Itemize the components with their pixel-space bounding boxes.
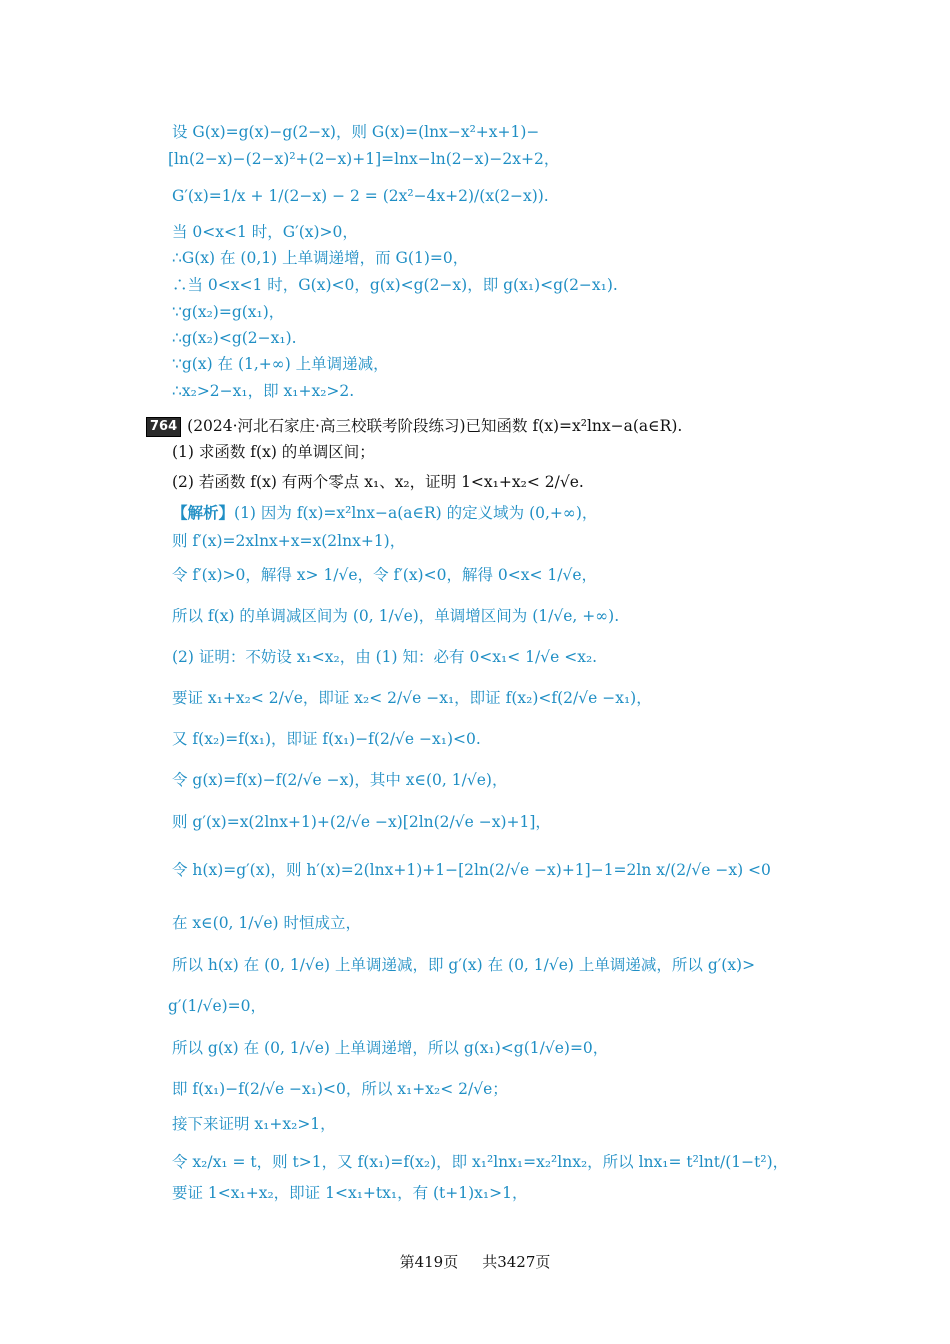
solution-line: ∵g(x) 在 (1,+∞) 上单调递减， (172, 355, 389, 373)
page-total: 共3427页 (482, 1253, 551, 1271)
analysis-line: 所以 g(x) 在 (0, 1/√e) 上单调递增，所以 g(x₁)<g(1/√e)=0， (172, 1039, 609, 1057)
analysis-line: 即 f(x₁)−f(2/√e −x₁)<0，所以 x₁+x₂< 2/√e； (172, 1080, 508, 1098)
page-number: 第419页 (399, 1253, 459, 1271)
solution-line: ∵g(x₂)=g(x₁)， (172, 303, 285, 321)
problem-stem: (2024·河北石家庄·高三校联考阶段练习)已知函数 f(x)=x²lnx−a(a∈R). (187, 417, 683, 435)
analysis-line: (2) 证明：不妨设 x₁<x₂，由 (1) 知：必有 0<x₁< 1/√e <x₂. (172, 648, 598, 666)
solution-line: 当 0<x<1 时，G′(x)>0， (172, 223, 358, 241)
analysis-line: 则 f′(x)=2xlnx+x=x(2lnx+1)， (172, 532, 406, 550)
solution-line: G′(x)=1/x + 1/(2−x) − 2 = (2x²−4x+2)/(x(2−x)). (172, 187, 549, 205)
page-footer (0, 1252, 950, 1272)
analysis-line: 又 f(x₂)=f(x₁)，即证 f(x₁)−f(2/√e −x₁)<0. (172, 730, 481, 748)
analysis-line: 令 f′(x)>0，解得 x> 1/√e，令 f′(x)<0，解得 0<x< 1/√e， (172, 566, 598, 584)
analysis-line: 接下来证明 x₁+x₂>1， (172, 1115, 336, 1133)
analysis-line: 则 g′(x)=x(2lnx+1)+(2/√e −x)[2ln(2/√e −x)+1]， (172, 813, 551, 831)
analysis-line: 要证 1<x₁+x₂，即证 1<x₁+tx₁，有 (t+1)x₁>1， (172, 1184, 528, 1202)
analysis-line: 在 x∈(0, 1/√e) 时恒成立， (172, 914, 362, 932)
analysis-line: 要证 x₁+x₂< 2/√e，即证 x₂< 2/√e −x₁，即证 f(x₂)<f(2/√e −x₁)， (172, 689, 652, 707)
analysis-line: 所以 h(x) 在 (0, 1/√e) 上单调递减，即 g′(x) 在 (0, 1/√e) 上单调递减，所以 g′(x)> (172, 956, 756, 974)
solution-line: ∴x₂>2−x₁，即 x₁+x₂>2. (172, 382, 355, 400)
problem-part-1: (1) 求函数 f(x) 的单调区间； (172, 443, 375, 461)
problem-stem-line (146, 414, 800, 438)
analysis-line: 所以 f(x) 的单调减区间为 (0, 1/√e)，单调增区间为 (1/√e, +∞). (172, 607, 620, 625)
solution-line: ∴g(x₂)<g(2−x₁). (172, 329, 297, 347)
solution-line: ∴当 0<x<1 时，G(x)<0，g(x)<g(2−x)，即 g(x₁)<g(2−x₁). (172, 276, 618, 294)
solution-line: [ln(2−x)−(2−x)²+(2−x)+1]=lnx−ln(2−x)−2x+2， (168, 150, 560, 168)
analysis-line: 令 h(x)=g′(x)，则 h′(x)=2(lnx+1)+1−[2ln(2/√e −x)+1]−1=2ln x/(2/√e −x) <0 (172, 861, 771, 879)
solution-line: 设 G(x)=g(x)−g(2−x)，则 G(x)=(lnx−x²+x+1)− (172, 123, 540, 141)
analysis-text: (1) 因为 f(x)=x²lnx−a(a∈R) 的定义域为 (0,+∞)， (234, 504, 598, 522)
analysis-line: g′(1/√e)=0， (168, 997, 267, 1015)
problem-part-2: (2) 若函数 f(x) 有两个零点 x₁、x₂，证明 1<x₁+x₂< 2/√e. (172, 473, 584, 491)
analysis-line: 令 g(x)=f(x)−f(2/√e −x)，其中 x∈(0, 1/√e)， (172, 771, 508, 789)
problem-number-badge: 764 (146, 417, 181, 437)
analysis-line: 令 x₂/x₁ = t，则 t>1，又 f(x₁)=f(x₂)，即 x₁²lnx₁=x₂²lnx₂，所以 lnx₁= t²lnt/(1−t²)， (172, 1153, 789, 1171)
analysis-first-line (172, 501, 800, 525)
solution-line: ∴G(x) 在 (0,1) 上单调递增，而 G(1)=0， (172, 249, 469, 267)
analysis-tag: 【解析】 (172, 503, 235, 522)
